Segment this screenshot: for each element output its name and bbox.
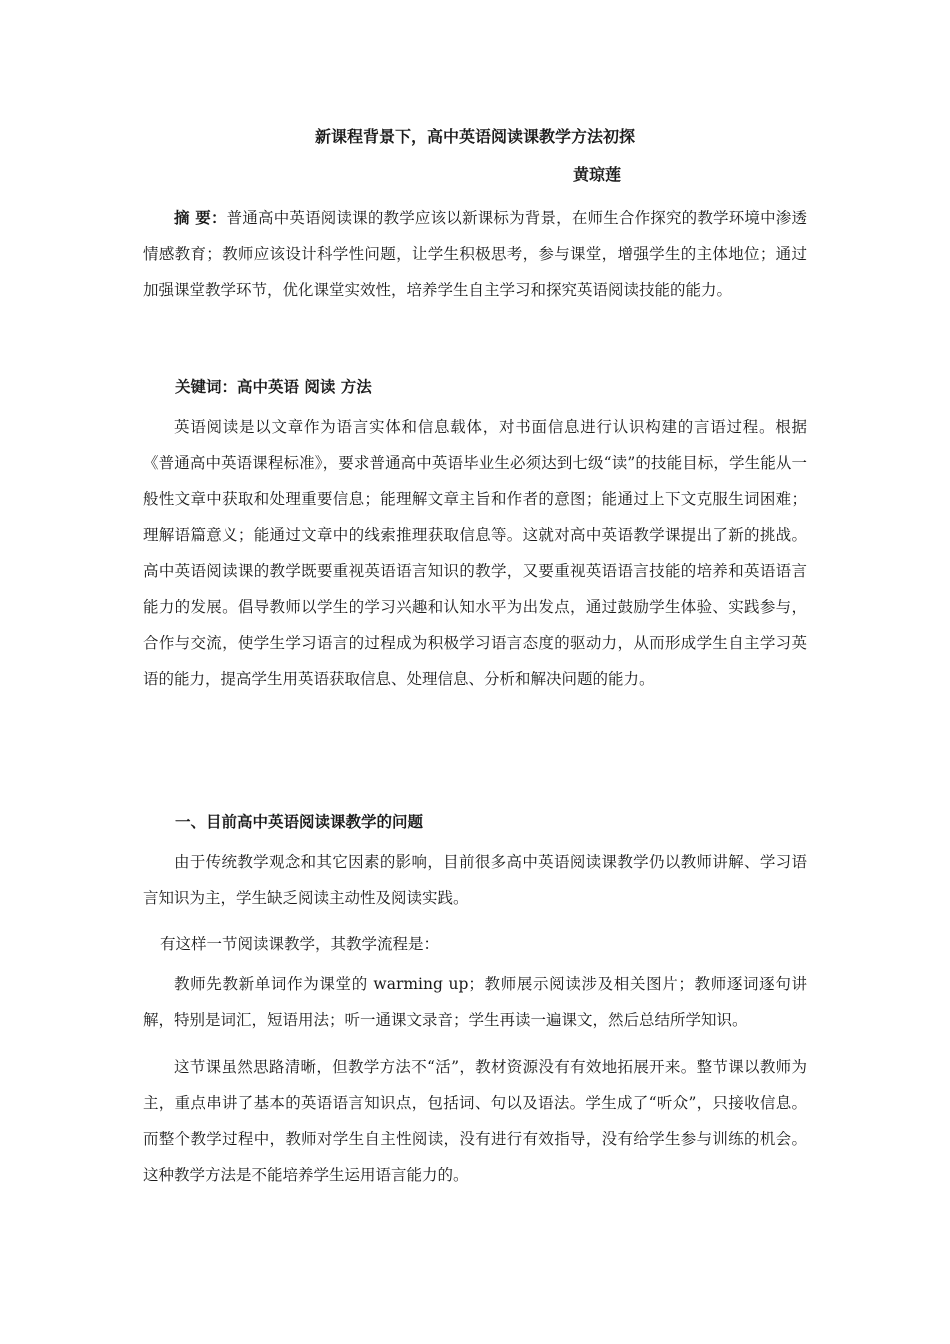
abstract-text: 普通高中英语阅读课的教学应该以新课标为背景，在师生合作探究的教学环境中渗透情感教育；教师应该设计科学性问题，让学生积极思考，参与课堂，增强学生的主体地位；通过加强课堂教学环节，优化课堂实效性，培养学生自主学习和探究英语阅读技能的能力。: [143, 209, 807, 299]
section-heading-1: 一、目前高中英语阅读课教学的问题: [175, 812, 424, 831]
abstract-paragraph: [143, 200, 807, 308]
teaching-flow-intro: 有这样一节阅读课教学，其教学流程是：: [160, 935, 440, 953]
body-paragraph-4: 这节课虽然思路清晰，但教学方法不“活”，教材资源没有有效地拓展开来。整节课以教师为主，重点串讲了基本的英语语言知识点，包括词、句以及语法。学生成了“听众”，只接收信息。而整个教学过程中，教师对学生自主性阅读，没有进行有效指导，没有给学生参与训练的机会。这种教学方法是不能培养学生运用语言能力的。: [143, 1058, 807, 1184]
document-author: 黄琼莲: [573, 165, 622, 184]
document-title: 新课程背景下，高中英语阅读课教学方法初探: [314, 127, 635, 146]
body-paragraph-1: 英语阅读是以文章作为语言实体和信息载体，对书面信息进行认识构建的言语过程。根据《普通高中英语课程标准》，要求普通高中英语毕业生必须达到七级“读”的技能目标，学生能从一般性文章中获取和处理重要信息；能理解文章主旨和作者的意图；能通过上下文克服生词困难；理解语篇意义；能通过文章中的线索推理获取信息等。这就对高中英语教学课提出了新的挑战。高中英语阅读课的教学既要重视英语语言知识的教学，又要重视英语语言技能的培养和英语语言能力的发展。倡导教师以学生的学习兴趣和认知水平为出发点，通过鼓励学生体验、实践参与，合作与交流，使学生学习语言的过程成为积极学习语言态度的驱动力，从而形成学生自主学习英语的能力，提高学生用英语获取信息、处理信息、分析和解决问题的能力。: [143, 418, 807, 688]
keywords-line: 关键词：高中英语 阅读 方法: [175, 377, 372, 396]
abstract-label: 摘 要：: [174, 208, 227, 227]
body-paragraph-3: 教师先教新单词作为课堂的 warming up；教师展示阅读涉及相关图片；教师逐词逐句讲解，特别是词汇，短语用法；听一通课文录音；学生再读一遍课文，然后总结所学知识。: [143, 975, 807, 1029]
body-paragraph-2: 由于传统教学观念和其它因素的影响，目前很多高中英语阅读课教学仍以教师讲解、学习语言知识为主，学生缺乏阅读主动性及阅读实践。: [143, 853, 807, 907]
